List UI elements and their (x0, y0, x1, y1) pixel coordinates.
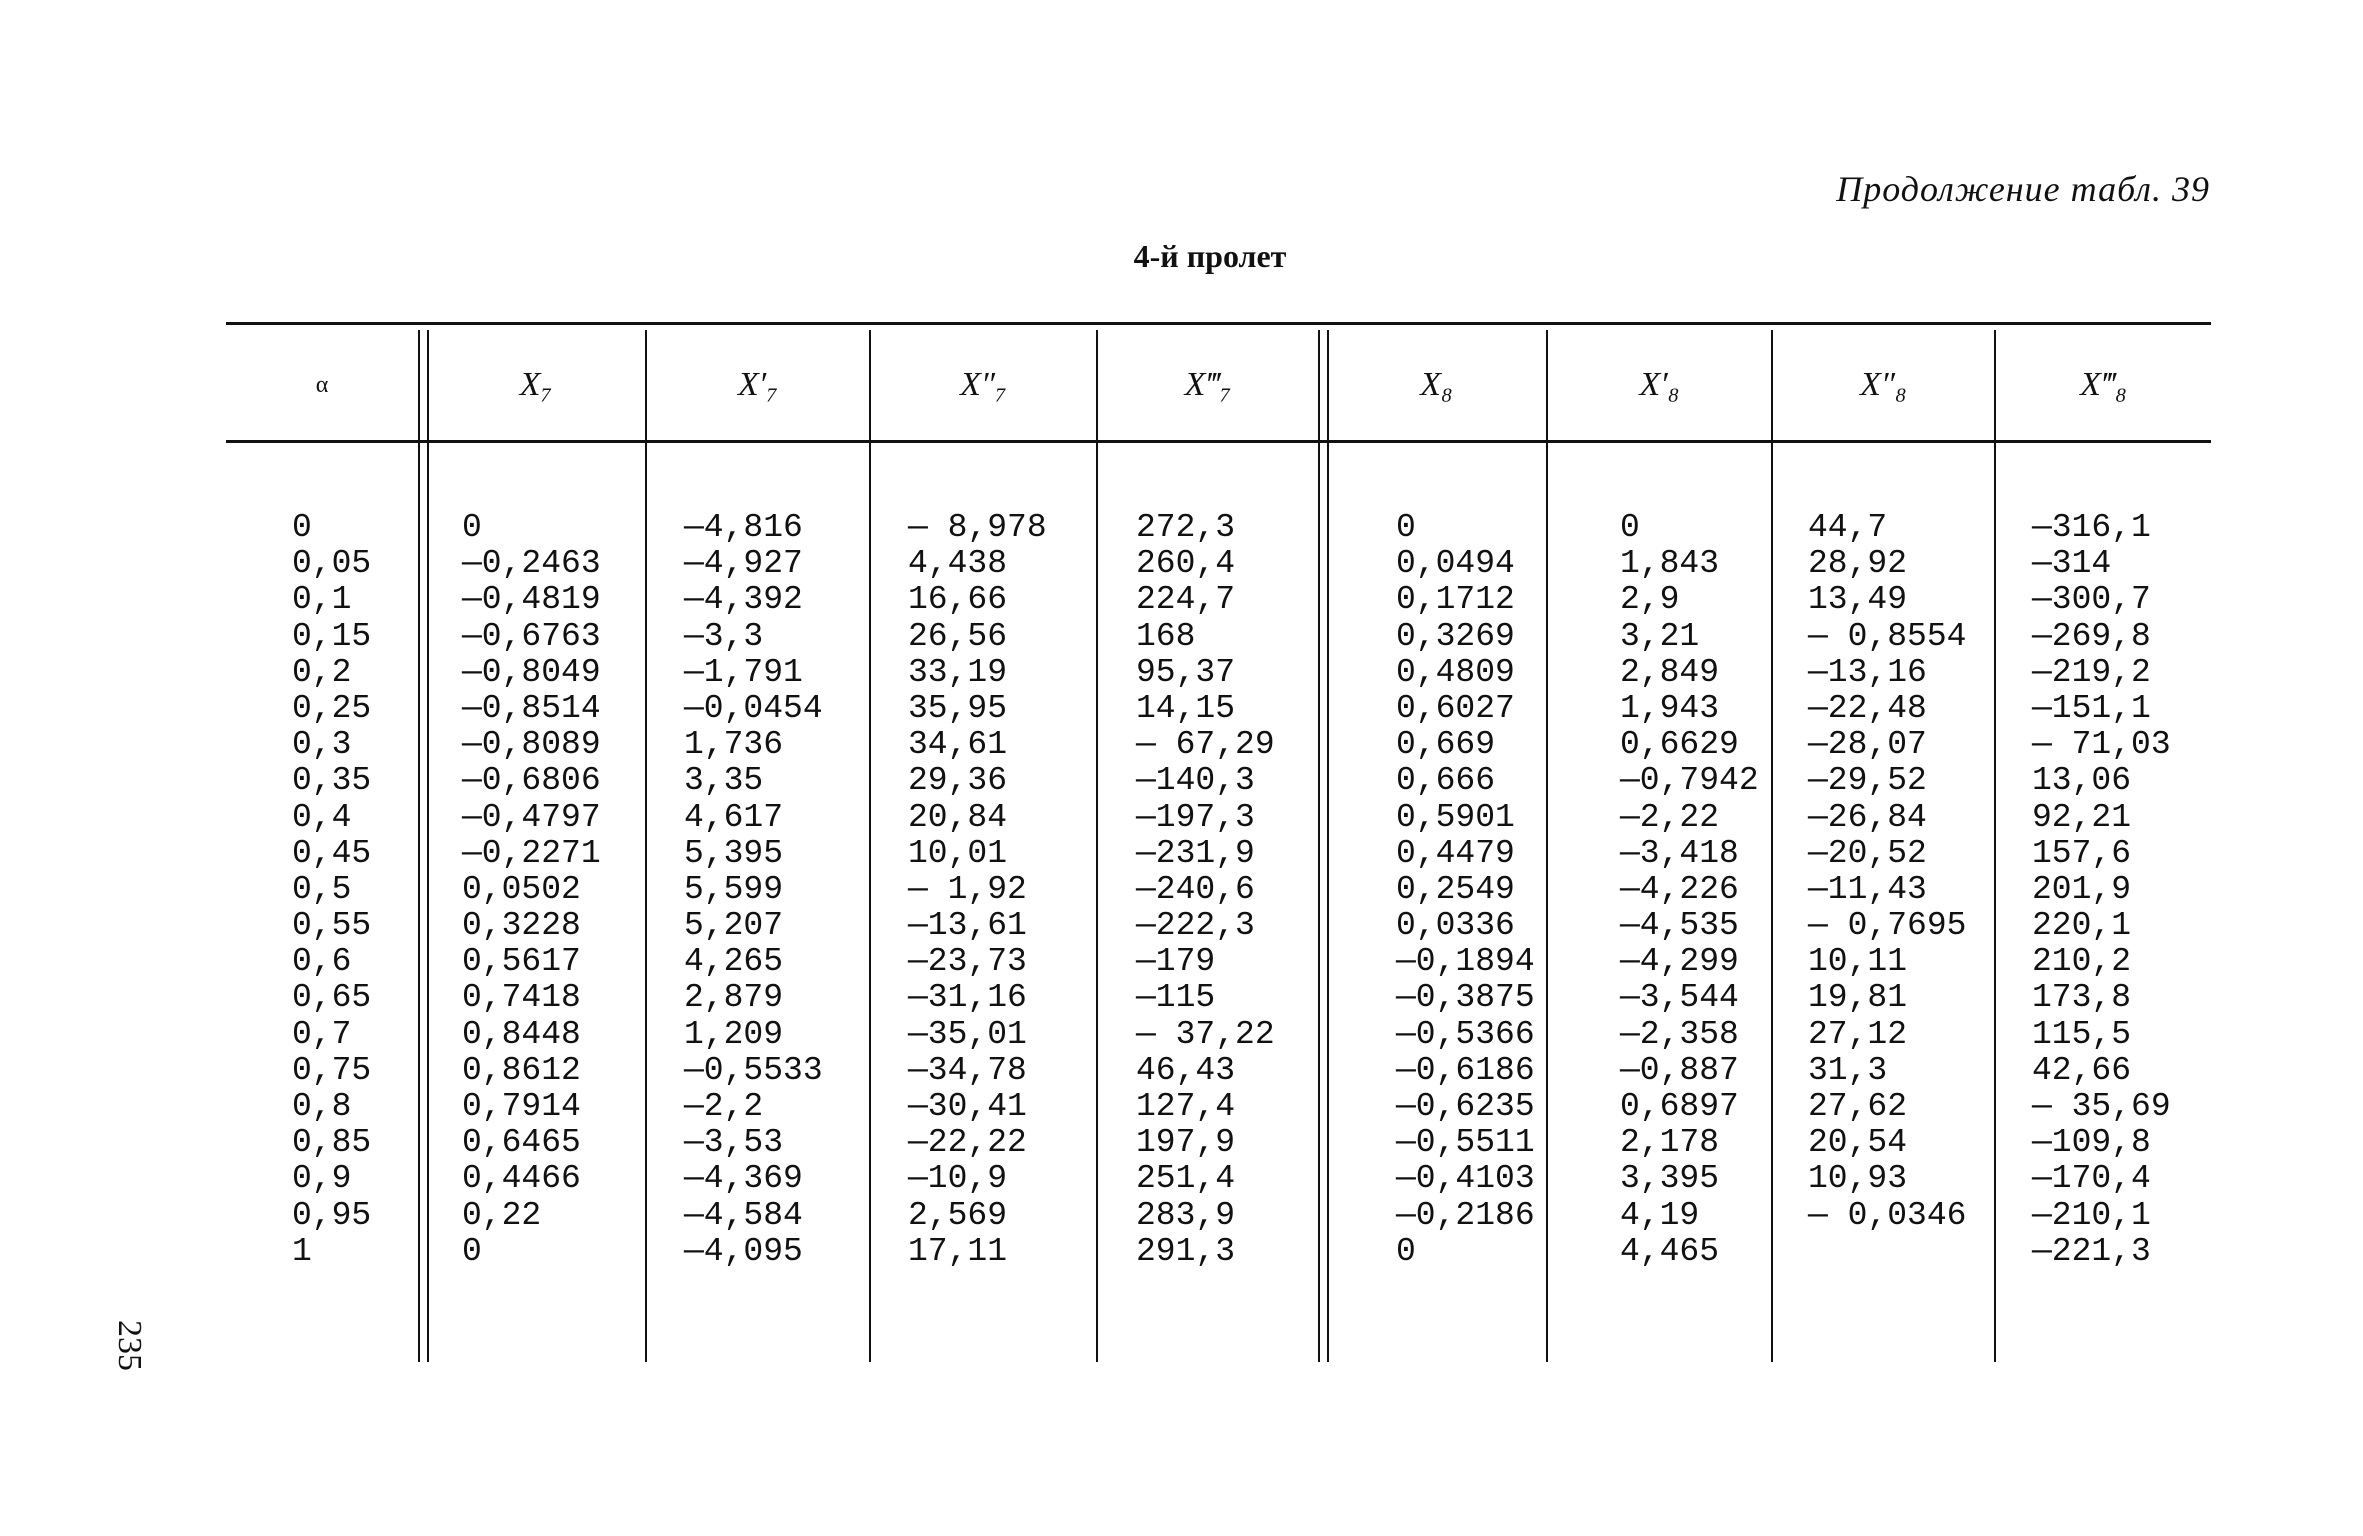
table-cell: —316,1 (2032, 509, 2151, 546)
table-cell: 29,36 (908, 762, 1008, 800)
table-cell: 33,19 (908, 653, 1008, 691)
table-cell: —0,0454 (684, 689, 823, 727)
table-cell: 0,4809 (1396, 653, 1515, 691)
table-cell: 168 (1136, 617, 1196, 655)
table-cell: 2,879 (684, 979, 784, 1017)
column-alpha (292, 510, 412, 1270)
column-divider (1096, 330, 1098, 1362)
table-cell: —13,61 (908, 907, 1027, 945)
table-cell: —2,358 (1620, 1015, 1739, 1053)
column-x8 (1396, 510, 1546, 1270)
header-x7-prime: X′₇ (737, 366, 779, 403)
table-cell: — 0,0346 (1808, 1196, 1967, 1234)
table-cell: — 0,8554 (1808, 617, 1967, 655)
table-cell: 95,37 (1136, 653, 1236, 691)
column-x8-double-prime (1808, 510, 1978, 1234)
table-cell: 1,843 (1620, 545, 1720, 583)
table-cell: —3,418 (1620, 834, 1739, 872)
table-cell: — 1,92 (908, 870, 1027, 908)
table-cell: 0,6 (292, 943, 352, 981)
table-cell: 0 (1396, 1232, 1416, 1270)
table-cell: 1,943 (1620, 689, 1720, 727)
table-cell: —22,22 (908, 1124, 1027, 1162)
table-cell: 0,85 (292, 1124, 372, 1162)
table-cell: —23,73 (908, 943, 1027, 981)
table-cell: 13,49 (1808, 581, 1908, 619)
table-cell: —0,6806 (462, 762, 601, 800)
table-cell: 0,25 (292, 689, 372, 727)
table-cell: 0,7914 (462, 1088, 581, 1125)
table-cell: —197,3 (1136, 798, 1255, 836)
table-cell: 0,05 (292, 545, 372, 583)
table-cell: —2,2 (684, 1088, 764, 1125)
table-cell: —35,01 (908, 1015, 1027, 1053)
table-cell: 260,4 (1136, 545, 1236, 583)
column-divider (1994, 330, 1996, 1362)
table-cell: 0 (1620, 509, 1640, 546)
table-cell: —140,3 (1136, 762, 1255, 800)
table-cell: —222,3 (1136, 907, 1255, 945)
table-top-rule (226, 322, 2211, 325)
table-cell: 0,1 (292, 581, 352, 619)
table-cell: —29,52 (1808, 762, 1927, 800)
table-cell: 26,56 (908, 617, 1008, 655)
header-x8-double-prime: X″₈ (1860, 366, 1907, 403)
table-cell: —1,791 (684, 653, 803, 691)
table-cell: 4,19 (1620, 1196, 1700, 1234)
table-cell: —219,2 (2032, 653, 2151, 691)
table-cell: 0,8448 (462, 1015, 581, 1053)
table-cell: 0,6897 (1620, 1088, 1739, 1125)
column-x7-prime (684, 510, 834, 1270)
table-cell: —2,22 (1620, 798, 1720, 836)
table-cell: —34,78 (908, 1051, 1027, 1089)
table-cell: 27,62 (1808, 1088, 1908, 1125)
column-x8-triple-prime (2032, 510, 2182, 1270)
table-cell: 0,666 (1396, 762, 1496, 800)
table-cell: —231,9 (1136, 834, 1255, 872)
table-cell: 0,7418 (462, 979, 581, 1017)
table-cell: 173,8 (2032, 979, 2132, 1017)
table-cell: 224,7 (1136, 581, 1236, 619)
table-cell: —0,3875 (1396, 979, 1535, 1017)
table-cell: 1,209 (684, 1015, 784, 1053)
table-cell: 20,84 (908, 798, 1008, 836)
table-cell: 19,81 (1808, 979, 1908, 1017)
table-cell: 220,1 (2032, 907, 2132, 945)
table-cell: — 35,69 (2032, 1088, 2171, 1125)
table-cell: — 0,7695 (1808, 907, 1967, 945)
table-cell: —28,07 (1808, 726, 1927, 764)
table-cell: —0,5533 (684, 1051, 823, 1089)
table-cell: 44,7 (1808, 509, 1888, 546)
table-cell: 5,395 (684, 834, 784, 872)
table-cell: —0,887 (1620, 1051, 1739, 1089)
table-cell: 1,736 (684, 726, 784, 764)
table-cell: 28,92 (1808, 545, 1908, 583)
page-number: 235 (111, 1320, 148, 1371)
table-cell: 0,0494 (1396, 545, 1515, 583)
table-caption: Продолжение табл. 39 (1836, 169, 2210, 209)
table-cell: —4,369 (684, 1160, 803, 1198)
table-cell: —20,52 (1808, 834, 1927, 872)
table-cell: —13,16 (1808, 653, 1927, 691)
table-cell: —0,8514 (462, 689, 601, 727)
table-cell: 14,15 (1136, 689, 1236, 727)
table-cell: 115,5 (2032, 1015, 2132, 1053)
table-cell: 0,0502 (462, 870, 581, 908)
table-cell: 0,4479 (1396, 834, 1515, 872)
column-divider-double (418, 330, 429, 1362)
table-cell: 0,4 (292, 798, 352, 836)
table-cell: 1 (292, 1232, 312, 1270)
table-cell: 283,9 (1136, 1196, 1236, 1234)
table-cell: 0,5901 (1396, 798, 1515, 836)
table-cell: 34,61 (908, 726, 1008, 764)
table-cell: 251,4 (1136, 1160, 1236, 1198)
header-x8: X₈ (1420, 366, 1453, 403)
table-cell: —0,7942 (1620, 762, 1759, 800)
table-cell: 3,35 (684, 762, 764, 800)
table-cell: —26,84 (1808, 798, 1927, 836)
table-cell: 4,465 (1620, 1232, 1720, 1270)
table-cell: 0,7 (292, 1015, 352, 1053)
table-cell: —0,6186 (1396, 1051, 1535, 1089)
table-cell: —210,1 (2032, 1196, 2151, 1234)
column-x7 (462, 510, 612, 1270)
table-cell: —4,584 (684, 1196, 803, 1234)
table-cell: 5,599 (684, 870, 784, 908)
table-cell: —0,4103 (1396, 1160, 1535, 1198)
header-x7-double-prime: X″₇ (960, 366, 1007, 403)
table-cell: —0,6235 (1396, 1088, 1535, 1125)
table-cell: 0,3228 (462, 907, 581, 945)
table-cell: 0,3269 (1396, 617, 1515, 655)
table-cell: — 71,03 (2032, 726, 2171, 764)
table-cell: 0,75 (292, 1051, 372, 1089)
table-cell: 10,93 (1808, 1160, 1908, 1198)
table-cell: 0,2549 (1396, 870, 1515, 908)
table-cell: 2,569 (908, 1196, 1008, 1234)
column-divider (645, 330, 647, 1362)
column-divider (1546, 330, 1548, 1362)
header-x7: X₇ (519, 366, 553, 403)
column-x7-triple-prime (1136, 510, 1286, 1270)
table-cell: —0,5366 (1396, 1015, 1535, 1053)
table-cell: —0,2271 (462, 834, 601, 872)
table-cell: —3,3 (684, 617, 764, 655)
table-cell: —4,927 (684, 545, 803, 583)
table-cell: 2,178 (1620, 1124, 1720, 1162)
table-cell: 0,669 (1396, 726, 1496, 764)
table-cell: —221,3 (2032, 1232, 2151, 1270)
table-cell: 46,43 (1136, 1051, 1236, 1089)
header-x8-prime: X′₈ (1639, 366, 1680, 403)
table-cell: 2,849 (1620, 653, 1720, 691)
table-cell: 0,1712 (1396, 581, 1515, 619)
table-cell: —300,7 (2032, 581, 2151, 619)
table-cell: —4,226 (1620, 870, 1739, 908)
table-cell: 0,22 (462, 1196, 542, 1234)
table-cell: 20,54 (1808, 1124, 1908, 1162)
table-cell: 4,617 (684, 798, 784, 836)
table-cell: —22,48 (1808, 689, 1927, 727)
table-cell: 0,5617 (462, 943, 581, 981)
table-cell: —4,095 (684, 1232, 803, 1270)
table-cell: 4,438 (908, 545, 1008, 583)
table-cell: 10,11 (1808, 943, 1908, 981)
table-cell: — 37,22 (1136, 1015, 1275, 1053)
table-cell: 10,01 (908, 834, 1008, 872)
table-cell: 0,45 (292, 834, 372, 872)
table-cell: 0,4466 (462, 1160, 581, 1198)
table-cell: 3,21 (1620, 617, 1700, 655)
table-cell: —0,2186 (1396, 1196, 1535, 1234)
column-divider-double (1318, 330, 1329, 1362)
table-cell: —170,4 (2032, 1160, 2151, 1198)
table-cell: 0,8612 (462, 1051, 581, 1089)
table-cell: 0,9 (292, 1160, 352, 1198)
table-cell: —151,1 (2032, 689, 2151, 727)
column-x7-double-prime (908, 510, 1058, 1270)
table-cell: — 67,29 (1136, 726, 1275, 764)
table-cell: —10,9 (908, 1160, 1008, 1198)
table-cell: —3,53 (684, 1124, 784, 1162)
table-cell: 5,207 (684, 907, 784, 945)
table-cell: 0,3 (292, 726, 352, 764)
table-cell: 0 (462, 509, 482, 546)
table-cell: 13,06 (2032, 762, 2132, 800)
table-cell: —31,16 (908, 979, 1027, 1017)
table-cell: —0,8089 (462, 726, 601, 764)
table-cell: 0,65 (292, 979, 372, 1017)
table-cell: 17,11 (908, 1232, 1008, 1270)
table-cell: 210,2 (2032, 943, 2132, 981)
table-cell: —0,2463 (462, 545, 601, 583)
table-cell: —109,8 (2032, 1124, 2151, 1162)
header-x8-triple-prime: X‴₈ (2080, 366, 2127, 403)
table-cell: —3,544 (1620, 979, 1739, 1017)
table-cell: 0,95 (292, 1196, 372, 1234)
table-cell: —30,41 (908, 1088, 1027, 1125)
table-cell: 272,3 (1136, 509, 1236, 546)
table-header-rule (226, 440, 2211, 443)
table-cell: 0,15 (292, 617, 372, 655)
table-cell: —179 (1136, 943, 1216, 981)
table-cell: 127,4 (1136, 1088, 1236, 1125)
table-cell: —0,4797 (462, 798, 601, 836)
table-cell: —4,299 (1620, 943, 1739, 981)
table-cell: 197,9 (1136, 1124, 1236, 1162)
table-cell: 291,3 (1136, 1232, 1236, 1270)
table-cell: 3,395 (1620, 1160, 1720, 1198)
table-cell: 27,12 (1808, 1015, 1908, 1053)
table-cell: 201,9 (2032, 870, 2132, 908)
table-cell: 0,55 (292, 907, 372, 945)
table-cell: 16,66 (908, 581, 1008, 619)
table-cell: 0,6465 (462, 1124, 581, 1162)
table-cell: —240,6 (1136, 870, 1255, 908)
table-cell: —11,43 (1808, 870, 1927, 908)
table-cell: —115 (1136, 979, 1216, 1017)
table-subtitle: 4-й пролет (1133, 238, 1287, 274)
table-cell: —0,1894 (1396, 943, 1535, 981)
table-cell: —4,392 (684, 581, 803, 619)
table-cell: —269,8 (2032, 617, 2151, 655)
table-cell: 2,9 (1620, 581, 1680, 619)
table-cell: 0,5 (292, 870, 352, 908)
table-cell: 0,6629 (1620, 726, 1739, 764)
column-divider (869, 330, 871, 1362)
table-cell: —0,4819 (462, 581, 601, 619)
table-cell: 31,3 (1808, 1051, 1888, 1089)
table-cell: 157,6 (2032, 834, 2132, 872)
table-cell: 0 (462, 1232, 482, 1270)
table-cell: —0,6763 (462, 617, 601, 655)
table-cell: 4,265 (684, 943, 784, 981)
table-cell: 0 (1396, 509, 1416, 546)
table-cell: 0,8 (292, 1088, 352, 1125)
table-cell: 35,95 (908, 689, 1008, 727)
column-x8-prime (1620, 510, 1770, 1270)
table-cell: —4,816 (684, 509, 803, 546)
table-cell: —314 (2032, 545, 2112, 583)
table-cell: 42,66 (2032, 1051, 2132, 1089)
table-cell: 92,21 (2032, 798, 2132, 836)
column-divider (1771, 330, 1773, 1362)
table-cell: 0,35 (292, 762, 372, 800)
table-cell: 0,2 (292, 653, 352, 691)
table-cell: —0,5511 (1396, 1124, 1535, 1162)
table-cell: 0,6027 (1396, 689, 1515, 727)
table-cell: —4,535 (1620, 907, 1739, 945)
header-x7-triple-prime: X‴₇ (1184, 366, 1232, 403)
table-cell: 0,0336 (1396, 907, 1515, 945)
table-cell: — 8,978 (908, 509, 1047, 546)
header-alpha: α (315, 371, 329, 398)
table-cell: 0 (292, 509, 312, 546)
table-cell: —0,8049 (462, 653, 601, 691)
